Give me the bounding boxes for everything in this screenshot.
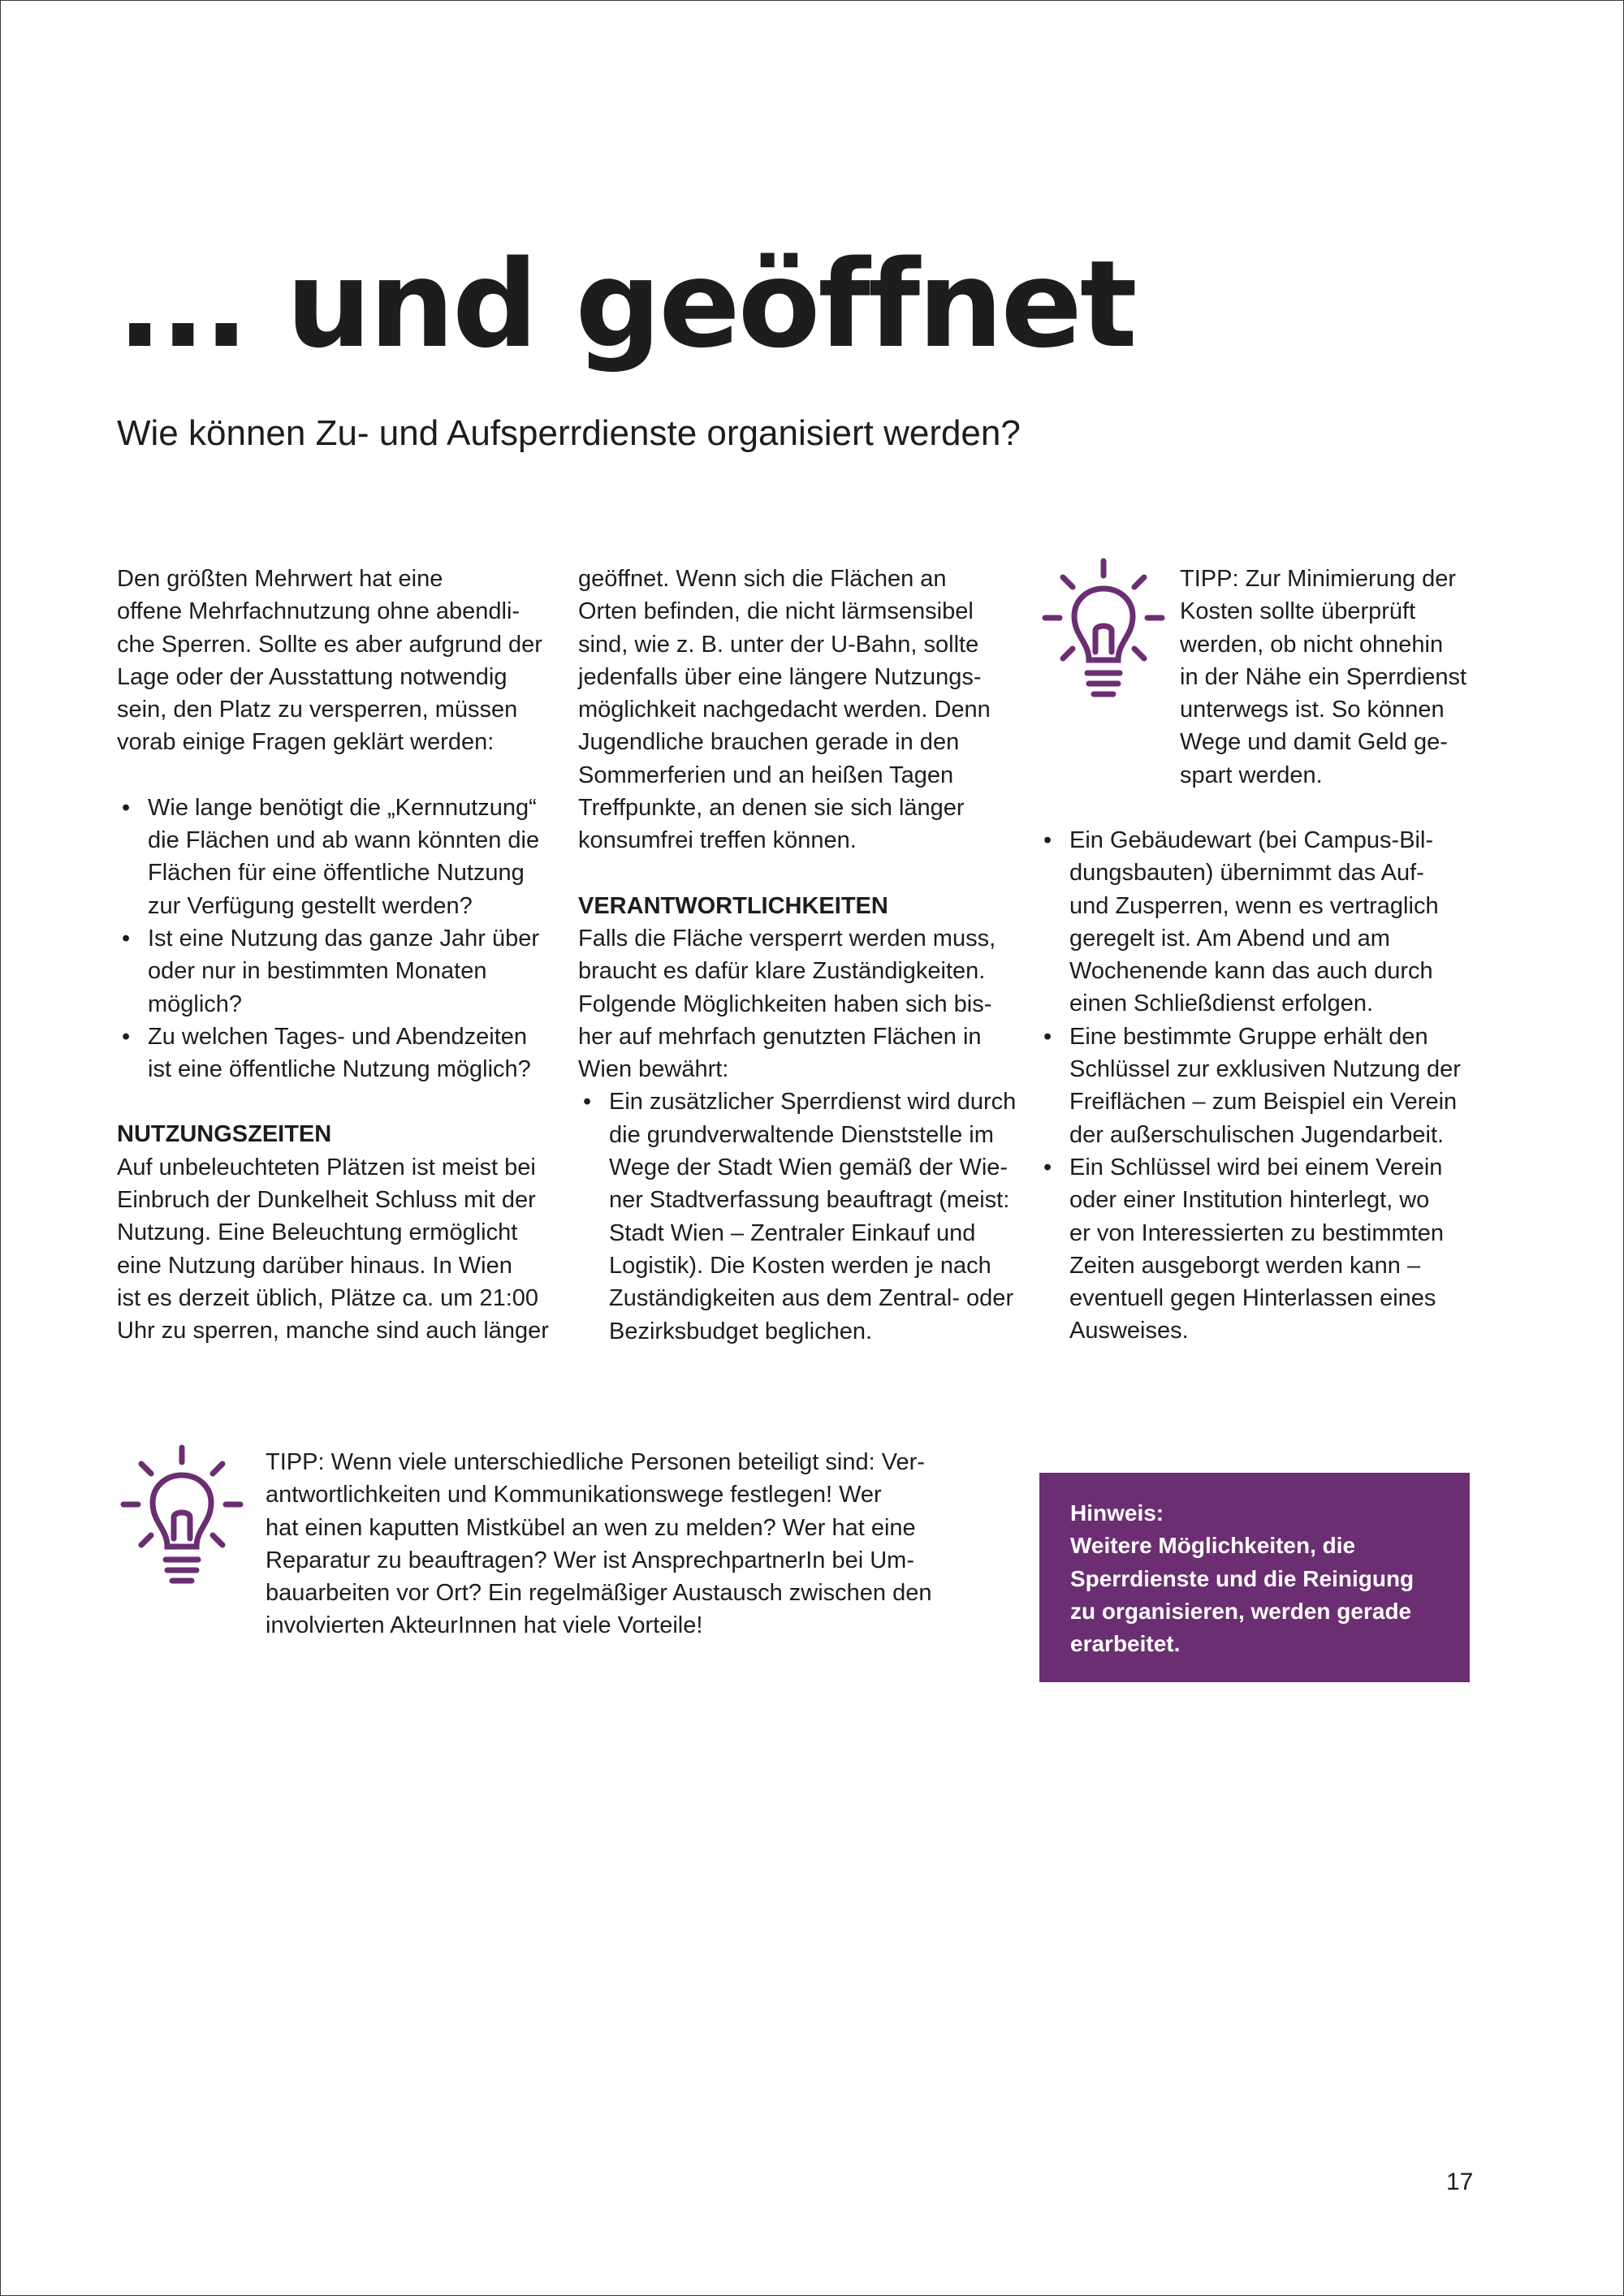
text-line: oder nur in bestimmten Monaten <box>148 958 487 985</box>
hint-box <box>1039 1473 1470 1682</box>
text-line: Kosten sollte überprüft <box>1180 598 1416 625</box>
key-option-list <box>1039 824 1469 1348</box>
lightbulb-icon <box>1039 556 1168 702</box>
option-list <box>578 1085 1017 1347</box>
text-line: Falls die Fläche versperrt werden muss, <box>578 925 996 952</box>
tip-costs <box>1039 563 1469 792</box>
text-line: Wege der Stadt Wien gemäß der Wie- <box>609 1154 1009 1181</box>
section-heading-verantwortlichkeiten: VERANTWORTLICHKEITEN <box>578 892 888 919</box>
text-line: die Flächen und ab wann könnten die <box>148 827 540 854</box>
text-line: eine Nutzung darüber hinaus. In Wien <box>117 1252 512 1279</box>
text-line: • Zu welchen Tages- und Abendzeiten <box>148 1023 528 1050</box>
text-line: Nutzung. Eine Beleuchtung ermöglicht <box>117 1219 518 1246</box>
text-line: geöffnet. Wenn sich die Flächen an <box>578 566 947 592</box>
text-line: Wien bewährt: <box>578 1056 729 1083</box>
text-line: offene Mehrfachnutzung ohne abendli- <box>117 598 520 625</box>
text-line: der außerschulischen Jugendarbeit. <box>1069 1121 1445 1148</box>
text-line: Flächen für eine öffentliche Nutzung <box>148 860 525 887</box>
text-line: zur Verfügung gestellt werden? <box>148 892 473 919</box>
continued-paragraph <box>578 563 1017 857</box>
tip-costs-text <box>1180 563 1466 792</box>
text-line: dungsbauten) übernimmt das Auf- <box>1069 860 1424 887</box>
list-item <box>117 792 555 922</box>
page-number: 17 <box>1446 2169 1474 2195</box>
text-line: in der Nähe ein Sperrdienst <box>1180 663 1467 690</box>
text-line: Weitere Möglichkeiten, die <box>1070 1533 1356 1559</box>
lightbulb-icon <box>117 1443 247 1589</box>
text-line: Orten befinden, die nicht lärmsensibel <box>578 598 974 625</box>
text-line: einen Schließdienst erfolgen. <box>1069 990 1374 1017</box>
text-line: und Zusperren, wenn es vertraglich <box>1069 892 1439 919</box>
text-line: che Sperren. Sollte es aber aufgrund der <box>117 631 542 658</box>
text-line: möglich? <box>148 990 243 1017</box>
text-line: Auf unbeleuchteten Plätzen ist meist bei <box>117 1154 536 1180</box>
text-line: ner Stadtverfassung beauftragt (meist: <box>609 1187 1010 1214</box>
column-2 <box>578 563 1017 1348</box>
text-line: Lage oder der Ausstattung notwendig <box>117 663 508 690</box>
intro-paragraph <box>117 563 555 759</box>
text-line: Reparatur zu beauftragen? Wer ist AnsprechpartnerIn bei Um- <box>266 1547 914 1573</box>
text-line: Sperrdienste und die Reinigung <box>1070 1565 1415 1591</box>
text-line: Uhr zu sperren, manche sind auch länger <box>117 1318 549 1344</box>
column-1 <box>117 563 555 1348</box>
text-line: • Ein Gebäudewart (bei Campus-Bil- <box>1069 827 1434 853</box>
list-item <box>1039 824 1469 1021</box>
text-line: spart werden. <box>1180 762 1323 788</box>
text-line: hat einen kaputten Mistkübel an wen zu melden? Wer hat eine <box>266 1514 916 1541</box>
text-line: konsumfrei treffen können. <box>578 827 857 854</box>
column-3 <box>1039 563 1469 1348</box>
text-line: Schlüssel zur exklusiven Nutzung der <box>1069 1056 1461 1083</box>
hint-label: Hinweis: <box>1070 1500 1164 1526</box>
text-line: Bezirksbudget beglichen. <box>609 1318 873 1344</box>
list-item <box>117 922 555 1021</box>
text-line: eventuell gegen Hinterlassen eines <box>1069 1285 1436 1312</box>
text-line: geregelt ist. Am Abend und am <box>1069 925 1390 952</box>
list-item <box>117 1021 555 1086</box>
text-line: Zeiten ausgeborgt werden kann – <box>1069 1252 1421 1279</box>
text-line: her auf mehrfach genutzten Flächen in <box>578 1023 982 1050</box>
text-line: involvierten AkteurInnen hat viele Vorteile! <box>266 1612 703 1639</box>
text-line: ist es derzeit üblich, Plätze ca. um 21:00 <box>117 1284 539 1311</box>
text-line: • Wie lange benötigt die „Kernnutzung“ <box>148 794 537 821</box>
text-line: möglichkeit nachgedacht werden. Denn <box>578 697 991 723</box>
text-line: werden, ob nicht ohnehin <box>1180 631 1444 658</box>
text-line: sein, den Platz zu versperren, müssen <box>117 697 518 723</box>
text-line: Wochenende kann das auch durch <box>1069 958 1433 985</box>
text-line: Zuständigkeiten aus dem Zentral- oder <box>609 1285 1014 1312</box>
text-line: braucht es dafür klare Zuständigkeiten. <box>578 958 986 985</box>
text-line: Einbruch der Dunkelheit Schluss mit der <box>117 1187 536 1214</box>
tip-responsibilities <box>117 1446 1010 1639</box>
text-line: • Ist eine Nutzung das ganze Jahr über <box>148 925 540 952</box>
tip-responsibilities-text <box>266 1446 932 1642</box>
text-line: vorab einige Fragen geklärt werden: <box>117 729 495 756</box>
question-list <box>117 792 555 1086</box>
text-line: Wege und damit Geld ge- <box>1180 729 1448 756</box>
list-item <box>1039 1021 1469 1151</box>
section-heading-nutzungszeiten: NUTZUNGSZEITEN <box>117 1121 332 1148</box>
text-line: zu organisieren, werden gerade <box>1070 1598 1412 1624</box>
list-item <box>578 1085 1017 1347</box>
text-line: TIPP: Wenn viele unterschiedliche Personen beteiligt sind: Ver- <box>266 1449 925 1475</box>
text-line: sind, wie z. B. unter der U-Bahn, sollte <box>578 631 979 658</box>
verantwortlichkeiten-paragraph <box>578 922 1017 1085</box>
text-line: Folgende Möglichkeiten haben sich bis- <box>578 990 992 1017</box>
text-line: Sommerferien und an heißen Tagen <box>578 762 954 788</box>
text-line: jedenfalls über eine längere Nutzungs- <box>578 663 982 690</box>
text-line: Logistik). Die Kosten werden je nach <box>609 1252 991 1279</box>
text-line: Ausweises. <box>1069 1318 1189 1344</box>
list-item <box>1039 1151 1469 1348</box>
text-line: erarbeitet. <box>1070 1631 1181 1657</box>
text-line: bauarbeiten vor Ort? Ein regelmäßiger Austausch zwischen den <box>266 1580 932 1607</box>
text-line: unterwegs ist. So können <box>1180 697 1445 723</box>
text-line: oder einer Institution hinterlegt, wo <box>1069 1187 1430 1214</box>
text-line: die grundverwaltende Dienststelle im <box>609 1121 994 1148</box>
text-line: Stadt Wien – Zentraler Einkauf und <box>609 1219 976 1246</box>
nutzungszeiten-paragraph <box>117 1151 555 1348</box>
text-line: antwortlichkeiten und Kommunikationswege festlegen! Wer <box>266 1482 882 1508</box>
text-line: Den größten Mehrwert hat eine <box>117 566 443 592</box>
text-line: • Eine bestimmte Gruppe erhält den <box>1069 1023 1428 1050</box>
text-line: • Ein Schlüssel wird bei einem Verein <box>1069 1154 1443 1180</box>
page-title: ... und geöffnet <box>117 235 1135 374</box>
text-line: • Ein zusätzlicher Sperrdienst wird durch <box>609 1089 1017 1116</box>
text-line: ist eine öffentliche Nutzung möglich? <box>148 1056 531 1083</box>
text-line: Treffpunkte, an denen sie sich länger <box>578 795 965 822</box>
text-line: Jugendliche brauchen gerade in den <box>578 729 960 756</box>
text-line: Freiflächen – zum Beispiel ein Verein <box>1069 1089 1458 1116</box>
text-line: er von Interessierten zu bestimmten <box>1069 1219 1444 1246</box>
text-line: TIPP: Zur Minimierung der <box>1180 566 1457 592</box>
page-subtitle: Wie können Zu- und Aufsperrdienste organisiert werden? <box>117 413 1021 453</box>
